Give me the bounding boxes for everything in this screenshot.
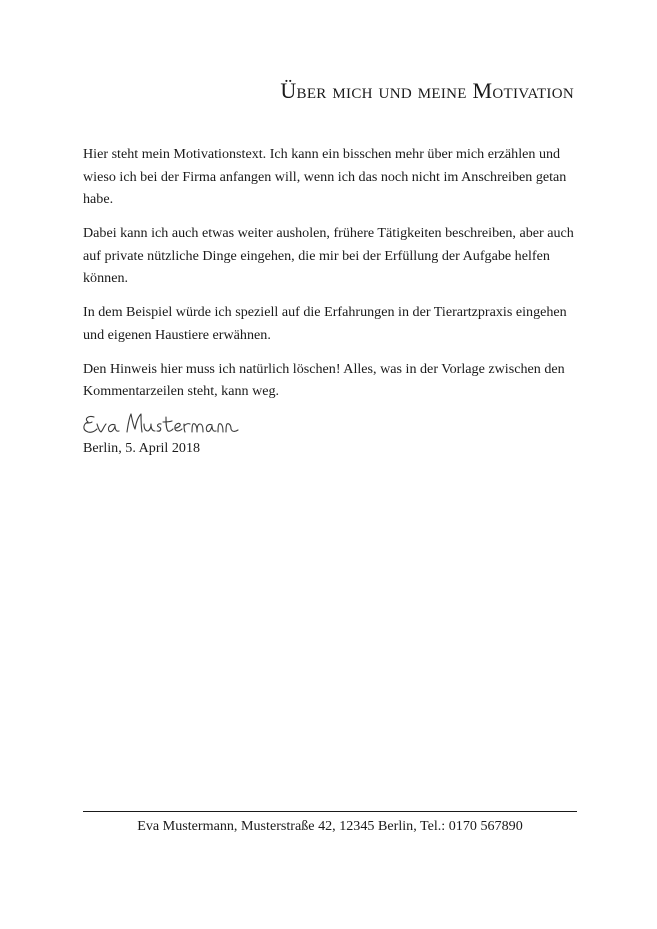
paragraph-1: Hier steht mein Motivationstext. Ich kann ein bisschen mehr über mich erzählen und wieso ich bei der Firma anfangen will, wenn ich das noch nicht im Anschreiben getan habe.	[83, 146, 567, 207]
page-title: Über mich und meine Motivation	[280, 78, 574, 103]
paragraph-3: In dem Beispiel würde ich speziell auf die Erfahrungen in der Tierartzpraxis eingehen und eigenen Haustiere erwähnen.	[83, 304, 567, 343]
footer-contact: Eva Mustermann, Musterstraße 42, 12345 Berlin, Tel.: 0170 567890	[137, 818, 523, 834]
handwritten-signature	[80, 405, 245, 445]
paragraph-4: Den Hinweis hier muss ich natürlich löschen! Alles, was in der Vorlage zwischen den Kommentarzeilen steht, kann weg.	[83, 360, 565, 399]
place-and-date: Berlin, 5. April 2018	[83, 440, 201, 456]
motivation-body	[83, 143, 577, 414]
footer-divider	[83, 811, 577, 812]
paragraph-2: Dabei kann ich auch etwas weiter ausholen, frühere Tätigkeiten beschreiben, aber auch auf private nützliche Dinge eingehen, die mir bei der Erfüllung der Aufgabe helfen können.	[83, 225, 574, 286]
